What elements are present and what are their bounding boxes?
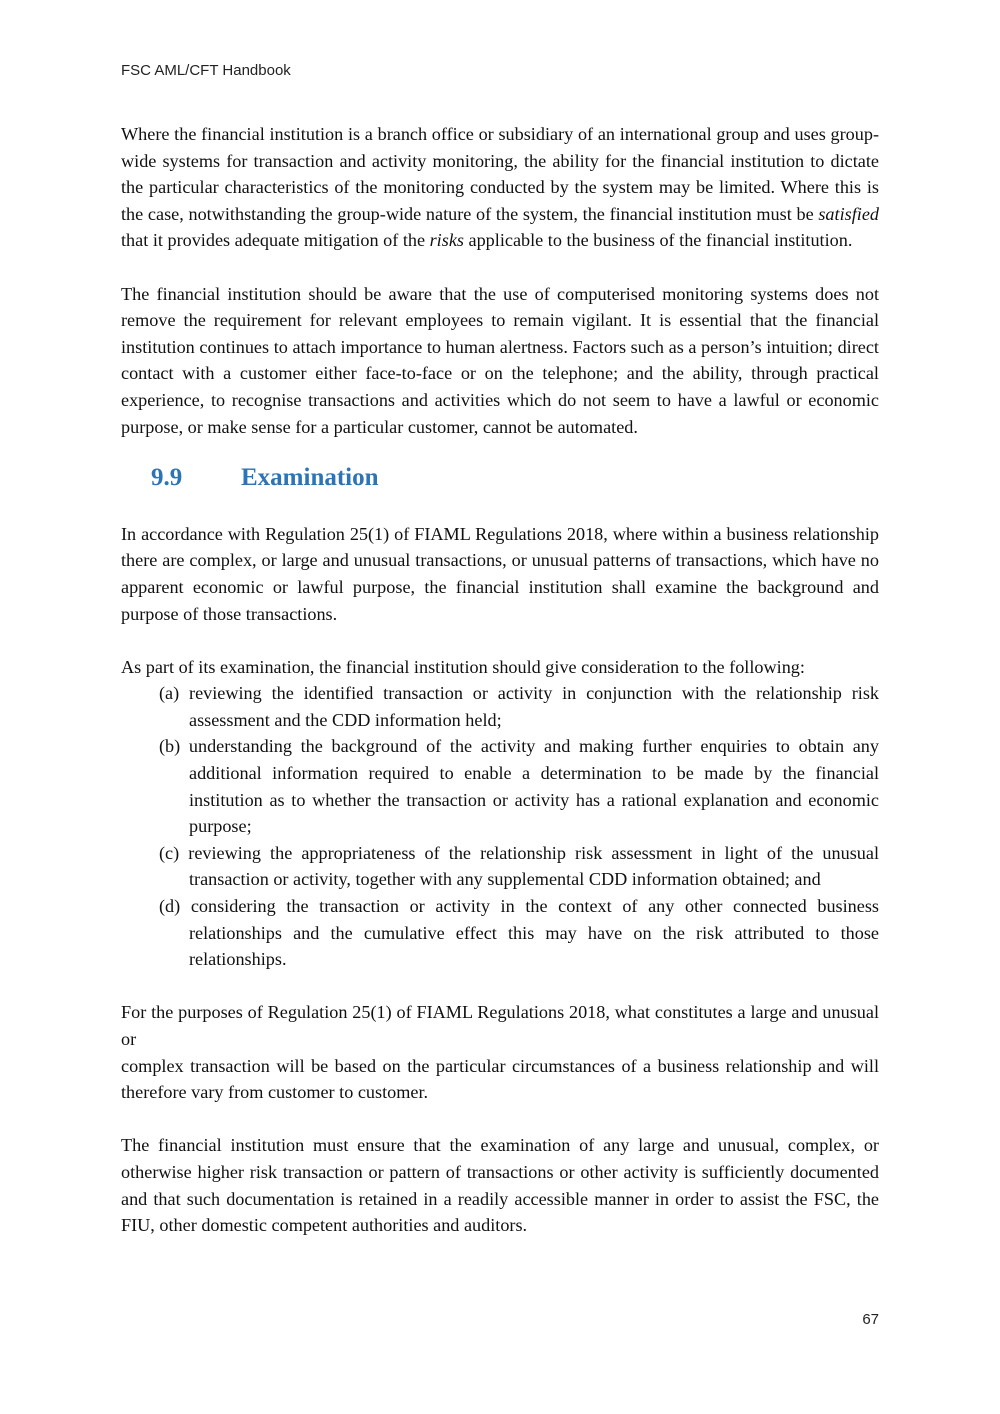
paragraph-documentation: The financial institution must ensure that the examination of any large and unusual, complex, or otherwise higher risk transaction or pattern of transactions or other activity is sufficiently documented and that such documentation is retained in a readily accessible manner in order to assist the FSC, the FIU, other domestic competent authorities and auditors. xyxy=(121,1135,879,1236)
emphasis-satisfied: satisfied xyxy=(818,203,879,224)
section-number: 9.9 xyxy=(151,464,183,492)
paragraph-examination-intro: As part of its examination, the financial institution should give consideration to the following: xyxy=(121,656,805,677)
paragraph-large-unusual-line1: For the purposes of Regulation 25(1) of FIAML Regulations 2018, what constitutes a large and unusual or xyxy=(121,1002,879,1049)
section-title: Examination xyxy=(241,464,379,492)
examination-list xyxy=(121,680,879,973)
list-item: (b) understanding the background of the activity and making further enquiries to obtain any additional information required to enable a determination to be made by the financial institution as to whether the transaction or activity has a rational explanation and economic purpose; xyxy=(159,736,879,837)
paragraph-text: Where the financial institution is a branch office or subsidiary of an international group and uses group-wide systems for transaction and activity monitoring, the ability for the financial institution to dictate the particular characteristics of the monitoring conducted by the system may be limited. Where this is the case, notwithstanding the group-wide nature of the system, the financial institution must be xyxy=(121,124,879,224)
page-number: 67 xyxy=(862,1311,879,1328)
list-item: (d) considering the transaction or activity in the context of any other connected business relationships and the cumulative effect this may have on the risk attributed to those relationships. xyxy=(159,896,879,970)
list-item: (c) reviewing the appropriateness of the relationship risk assessment in light of the unusual transaction or activity, together with any supplemental CDD information obtained; and xyxy=(159,842,879,890)
paragraph-text: that it provides adequate mitigation of the xyxy=(121,230,430,251)
paragraph-large-unusual-line2: complex transaction will be based on the particular circumstances of a business relationship and will therefore vary from customer to customer. xyxy=(121,1055,879,1103)
emphasis-risks: risks xyxy=(429,230,464,251)
paragraph-human-alertness: The financial institution should be aware that the use of computerised monitoring systems does not remove the requirement for relevant employees to remain vigilant. It is essential that the financial institution continues to attach importance to human alertness. Factors such as a person’s intuition; direct contact with a customer either face-to-face or on the telephone; and the ability, through practical experience, to recognise transactions and activities which do not seem to have a lawful or economic purpose, or make sense for a particular customer, cannot be automated. xyxy=(121,283,879,437)
section-heading xyxy=(151,459,879,499)
paragraph-regulation-25: In accordance with Regulation 25(1) of FIAML Regulations 2018, where within a business relationship there are complex, or large and unusual transactions, or unusual patterns of transactions, which have no apparent economic or lawful purpose, the financial institution shall examine the background and purpose of those transactions. xyxy=(121,523,879,624)
page-content xyxy=(121,121,879,1265)
list-item: (a) reviewing the identified transaction or activity in conjunction with the relationship risk assessment and the CDD information held; xyxy=(159,683,879,730)
paragraph-group-systems xyxy=(121,121,879,254)
paragraph-text: applicable to the business of the financial institution. xyxy=(463,230,853,251)
running-header: FSC AML/CFT Handbook xyxy=(121,62,291,79)
